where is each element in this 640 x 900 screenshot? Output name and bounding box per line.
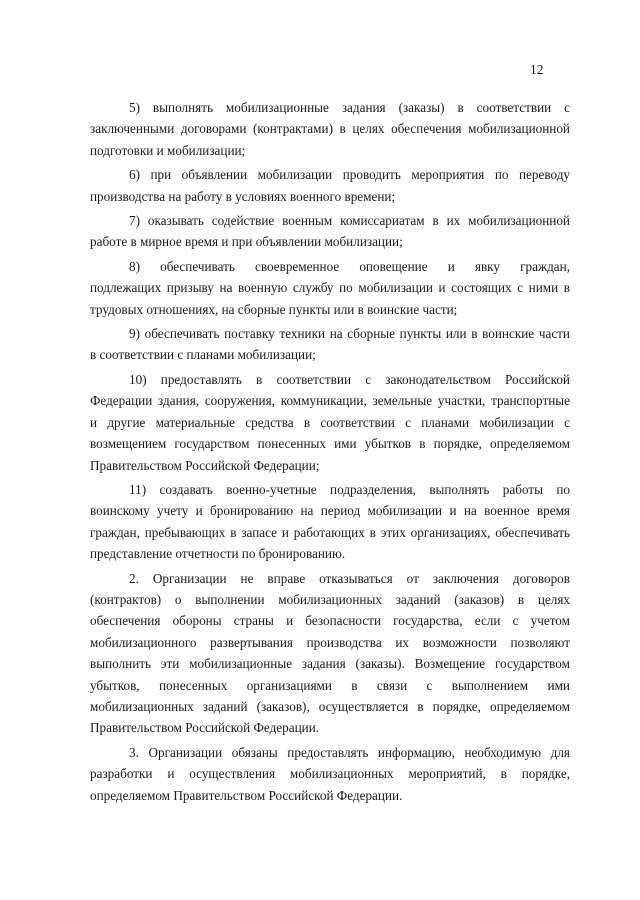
text-line: воинскому учету и бронированию на период мобилизации и на военное время <box>90 503 570 519</box>
text-line: в соответствии с планами мобилизации; <box>90 347 316 363</box>
text-line: подготовки и мобилизации; <box>90 142 246 158</box>
text-line: Правительством Российской Федерации. <box>90 720 320 736</box>
text-line: 11) создавать военно-учетные подразделения, выполнять работы по <box>129 481 570 497</box>
paragraph-item-10 <box>90 369 570 476</box>
text-line: работе в мирное время и при объявлении мобилизации; <box>90 234 403 250</box>
text-line: выполнить эти мобилизационные задания (заказы). Возмещение государством <box>90 656 570 672</box>
text-line: подлежащих призыву на военную службу по мобилизации и состоящих с ними в <box>90 280 570 296</box>
text-line: представление отчетности по бронированию. <box>90 546 346 562</box>
text-line: определяемом Правительством Российской Федерации. <box>90 787 403 803</box>
text-line: 9) обеспечивать поставку техники на сборные пункты или в воинские части <box>129 326 570 342</box>
text-line: заключенными договорами (контрактами) в целях обеспечения мобилизационной <box>90 121 570 137</box>
text-line: Федерации здания, сооружения, коммуникации, земельные участки, транспортные <box>90 393 570 409</box>
text-line: 3. Организации обязаны предоставлять информацию, необходимую для <box>129 744 570 760</box>
text-line: Правительством Российской Федерации; <box>90 457 320 473</box>
text-line: 10) предоставлять в соответствии с законодательством Российской <box>129 371 570 387</box>
paragraph-clause-3 <box>90 742 570 806</box>
text-line: убытков, понесенных организациями в связи с выполнением ими <box>90 677 570 693</box>
text-line: 5) выполнять мобилизационные задания (заказы) в соответствии с <box>129 100 570 115</box>
paragraph-item-5 <box>90 97 570 161</box>
text-line: мобилизационного развертывания производства их возможности позволяют <box>90 634 570 650</box>
text-line: разработки и осуществления мобилизационных мероприятий, в порядке, <box>90 766 570 782</box>
text-line: трудовых отношениях, на сборные пункты или в воинские части; <box>90 301 458 317</box>
paragraph-item-11 <box>90 479 570 565</box>
text-line: (контрактов) о выполнении мобилизационных заданий (заказов) в целях <box>90 591 570 607</box>
text-line: производства на работу в условиях военного времени; <box>90 188 396 204</box>
page-number: 12 <box>530 62 544 77</box>
paragraph-item-9 <box>90 323 570 366</box>
text-line: 6) при объявлении мобилизации проводить мероприятия по переводу <box>129 167 570 183</box>
text-line: 8) обеспечивать своевременное оповещение и явку граждан, <box>129 258 570 274</box>
paragraph-item-6 <box>90 164 570 207</box>
text-line: обеспечения обороны страны и безопасности государства, если с учетом <box>90 613 570 629</box>
document-body <box>90 97 570 809</box>
paragraph-clause-2 <box>90 568 570 739</box>
text-line: возмещением государством понесенных ими убытков в порядке, определяемом <box>90 436 570 452</box>
text-line: 2. Организации не вправе отказываться от заключения договоров <box>129 570 570 586</box>
paragraph-item-7 <box>90 210 570 253</box>
text-line: и другие материальные средства в соответствии с планами мобилизации с <box>90 414 570 430</box>
text-line: граждан, пребывающих в запасе и работающих в этих организациях, обеспечивать <box>90 524 570 540</box>
text-line: 7) оказывать содействие военным комиссариатам в их мобилизационной <box>129 213 570 229</box>
paragraph-item-8 <box>90 256 570 320</box>
text-line: мобилизационных заданий (заказов), осуществляется в порядке, определяемом <box>90 698 570 714</box>
